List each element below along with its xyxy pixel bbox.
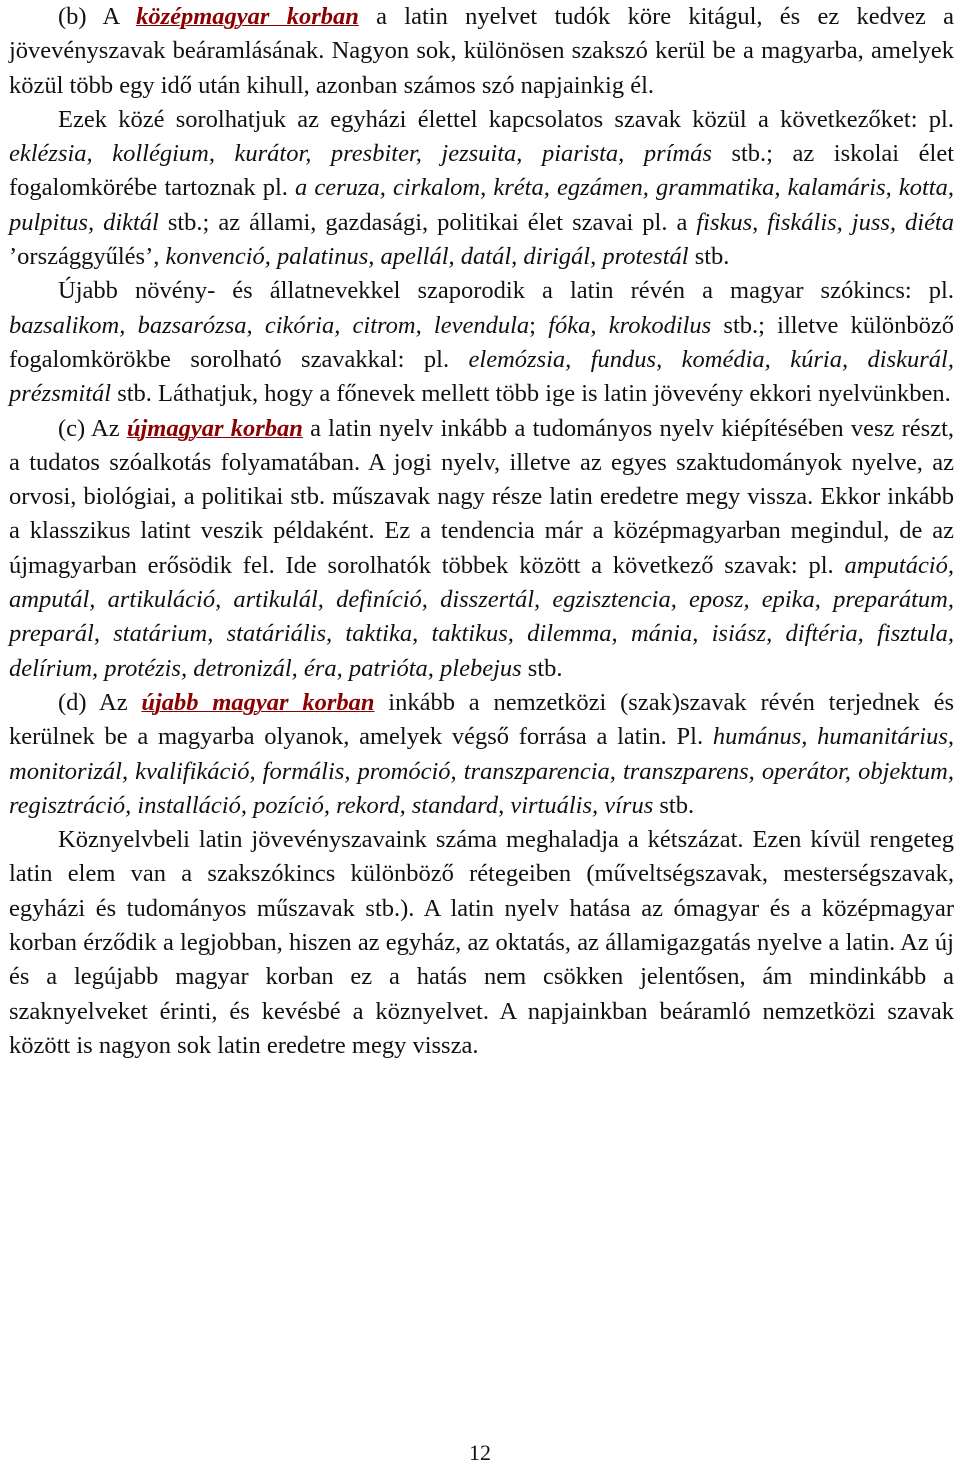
text-run: Újabb növény- és állatnevekkel szaporodik a latin révén a magyar szókincs: pl. [58,277,954,305]
text-run: (c) Az [58,414,127,442]
text-run: ’országgyűlés’, [9,243,166,271]
example-words: humánus, humanitárius, monitorizál, kvalifikáció, formális, promóció, transzparencia, transzparens, operátor, objektum, regisztráció, installáció, pozíció, rekord, standard, virtuális, vírus [9,723,954,819]
paragraph-ezek [9,103,954,274]
paragraph-koznyelv [9,823,954,1063]
text-run: a latin nyelvet tudók köre kitágul, és ez kedvez a jövevényszavak beáramlásának. Nagyon sok, különösen szakszó kerül be a magyarba, amelyek közül több egy idő után kihull, azonban számos szó napjainkig él. [9,3,954,99]
document-page [9,0,954,1063]
text-run: stb.; az állami, gazdasági, politikai élet szavai pl. a [158,208,697,236]
example-words: bazsalikom, bazsarózsa, cikória, citrom, levendula [9,311,530,339]
example-words: konvenció, palatinus, apellál, datál, dirigál, protestál [165,243,689,271]
period-term: újabb magyar korban [141,688,375,716]
period-term: újmagyar korban [126,414,303,442]
text-run: stb.; illetve különböző fogalomkörökbe sorolható szavakkal: pl. [9,311,954,373]
text-run: Ezek közé sorolhatjuk az egyházi élettel kapcsolatos szavak közül a következőket: pl. [58,105,954,133]
paragraph-ujabb [9,274,954,411]
paragraph-c [9,412,954,686]
example-words: eklézsia, kollégium, kurátor, presbiter, jezsuita, piarista, prímás [9,140,712,168]
text-run: Köznyelvbeli latin jövevényszavaink száma meghaladja a kétszázat. Ezen kívül rengeteg latin elem van a szakszókincs különböző rétegeiben (műveltségszavak, mesterségszavak, egyházi és tudományos műszavak stb.). A latin nyelv hatása az ómagyar és a középmagyar korban érződik a legjobban, hiszen az egyház, az oktatás, az államigazgatás nyelve a latin. Az új és a legújabb magyar korban ez a hatás nem csökken jelentősen, ám mindinkább a szaknyelveket érinti, és kevésbé a köznyelvet. A napjainkban beáramló nemzetközi szavak között is nagyon sok latin eredetre megy vissza. [9,826,954,1059]
text-run: stb. [521,654,563,682]
example-words: fiskus, fiskális, juss, diéta [696,208,954,236]
example-words: a ceruza, cirkalom, kréta, egzámen, grammatika, kalamáris, kotta, pulpitus, diktál [9,174,954,236]
example-words: elemózsia, fundus, komédia, kúria, diskurál, prézsmitál [9,345,954,408]
text-run: (d) Az [58,688,142,716]
text-run: stb. [688,243,730,271]
text-run: inkább a nemzetközi (szak)szavak révén terjednek és kerülnek be a magyarba olyanok, amelyek végső forrása a latin. Pl. [9,688,954,751]
text-run: a latin nyelv inkább a tudományos nyelv kiépítésében vesz részt, a tudatos szóalkotás folyamatában. A jogi nyelv, illetve az egyes szaktudományok nyelve, az orvosi, biológiai, a politikai stb. műszavak nagy része latin eredetre megy vissza. Ekkor inkább a klasszikus latint veszik példaként. Ez a tendencia már a középmagyarban megindul, de az újmagyarban erősödik fel. Ide sorolhatók többek között a következő szavak: pl. [9,414,954,579]
page-number: 12 [469,1440,491,1465]
example-words: fóka, krokodilus [548,311,712,339]
text-run: ; [529,311,549,339]
text-run: (b) A [58,3,137,30]
example-words: amputáció, amputál, artikuláció, artikulál, definíció, disszertál, egzisztencia, eposz, epika, preparátum, preparál, statárium, statáriális, taktika, taktikus, dilemma, mánia, isiász, diftéria, fisztula, delírium, protézis, detronizál, éra, patrióta, plebejus [9,551,954,682]
text-run: stb. [653,791,695,819]
paragraph-b [9,0,954,103]
text-run: stb. Láthatjuk, hogy a főnevek mellett több ige is latin jövevény ekkori nyelvünkben. [111,380,951,408]
text-run: stb.; az iskolai élet fogalomkörébe tartoznak pl. [9,140,954,202]
paragraph-d [9,686,954,823]
period-term: középmagyar korban [136,3,359,30]
